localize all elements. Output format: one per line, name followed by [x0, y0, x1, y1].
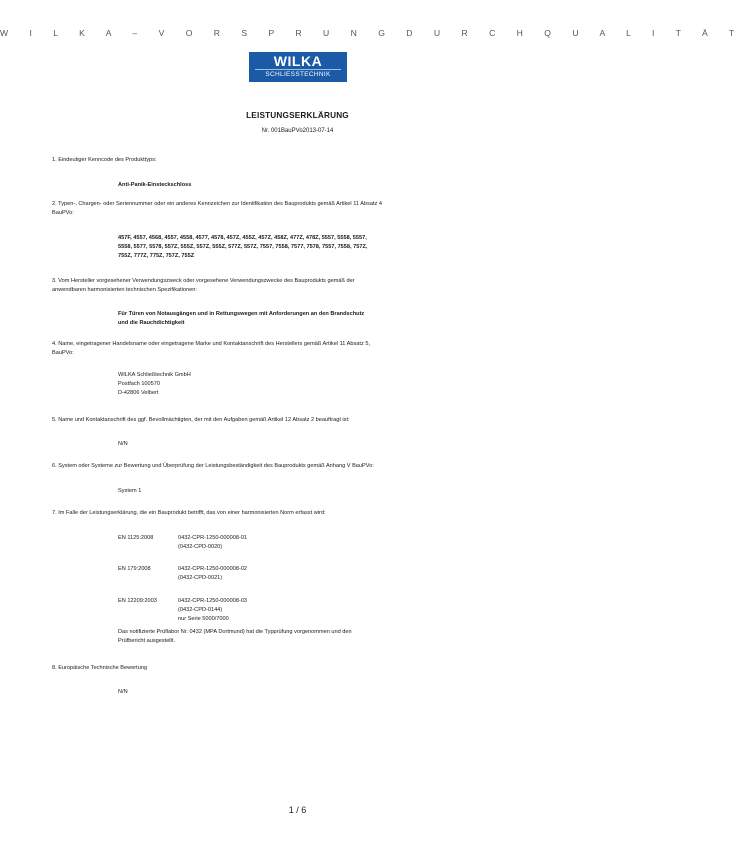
standard-code: EN 179:2008 [118, 566, 151, 572]
manufacturer-name: WILKA Schließtechnik GmbH [118, 372, 191, 378]
section-1-title: 1. Eindeutiger Kenncode des Produkttyps: [52, 157, 157, 163]
test-lab-note-line2: Prüfbericht ausgestellt. [118, 638, 175, 644]
section-7-title: 7. Im Falle der Leistungserklärung, die ein Bauprodukt betrifft, das von einer harmonisierten Norm erfasst wird: [52, 510, 326, 516]
wilka-logo [249, 52, 347, 82]
section-6-body: System 1 [118, 488, 142, 494]
document-title: LEISTUNGSERKLÄRUNG [246, 111, 349, 120]
certificate-old-number: (0432-CPD-0020) [178, 544, 223, 550]
certificate-scope-note: nur Serie 5000/7000 [178, 616, 229, 622]
certificate-old-number: (0432-CPD-0021) [178, 575, 223, 581]
section-3-body-line1: Für Türen von Notausgängen und in Rettungswegen mit Anforderungen an den Brandschutz [118, 311, 365, 317]
certificate-old-number: (0432-CPD-0144) [178, 607, 223, 613]
logo-subtitle: SCHLIESSTECHNIK [255, 69, 341, 79]
certificate-number: 0432-CPR-1250-000008-03 [178, 598, 248, 604]
section-8-title: 8. Europäische Technische Bewertung [52, 665, 148, 671]
section-2-title-line1: 2. Typen-, Chargen- oder Seriennummer oder ein anderes Kennzeichen zur Identifikation des Bauprodukts gemäß Artikel 11 Absatz 4 [52, 201, 383, 207]
section-6-title: 6. System oder Systeme zur Bewertung und Überprüfung der Leistungsbeständigkeit des Bauprodukts gemäß Anhang V BauPVo: [52, 463, 374, 469]
section-3-title-line1: 3. Vom Hersteller vorgesehener Verwendungszweck oder vorgesehene Verwendungszwecke des Bauprodukts gemäß der [52, 278, 355, 284]
manufacturer-address-po-box: Postfach 100570 [118, 381, 160, 387]
section-5-body: N/N [118, 441, 128, 447]
section-1-body: Anti-Panik-Einsteckschloss [118, 182, 192, 188]
section-3-body-line2: und die Rauchdichtigkeit [118, 320, 185, 326]
section-5-title: 5. Name und Kontaktanschrift des ggf. Bevollmächtigten, der mit den Aufgaben gemäß Artikel 12 Absatz 2 beauftragt ist: [52, 417, 350, 423]
section-4-title-line2: BauPVo: [52, 350, 74, 356]
company-tagline: W I L K A – V O R S P R U N G D U R C H Q U A L I T Ä T [0, 28, 744, 38]
section-2-body-line3: 755Z, 777Z, 775Z, 757Z, 755Z [118, 253, 195, 259]
section-2-body-line1: 457F, 4557, 4568, 4557, 4558, 4577, 4578, 457Z, 455Z, 457Z, 458Z, 477Z, 478Z, 5557, 5558, 5557, [118, 235, 367, 241]
certificate-number: 0432-CPR-1250-000008-02 [178, 566, 248, 572]
manufacturer-address-city: D-42806 Velbert [118, 390, 159, 396]
section-2-body-line2: 5558, 5577, 5578, 557Z, 555Z, 557Z, 555Z, 577Z, 557Z, 7557, 7558, 7577, 7578, 7557, 7558, 757Z, [118, 244, 368, 250]
page-number: 1 / 6 [288, 805, 307, 815]
section-8-body: N/N [118, 689, 128, 695]
test-lab-note-line1: Das notifizierte Prüflabor Nr. 0432 (MPA Dortmund) hat die Typprüfung vorgenommen und den [118, 629, 352, 635]
section-2-title-line2: BauPVo: [52, 210, 74, 216]
logo-wordmark: WILKA [273, 53, 323, 69]
standard-code: EN 12209:2003 [118, 598, 157, 604]
document-number: Nr. 001BauPVo2013-07-14 [261, 128, 334, 134]
certificate-number: 0432-CPR-1250-000008-01 [178, 535, 248, 541]
section-4-title-line1: 4. Name, eingetragener Handelsname oder eingetragene Marke und Kontaktanschrift des Herstellers gemäß Artikel 11 Absatz 5, [52, 341, 370, 347]
standard-code: EN 1125:2008 [118, 535, 154, 541]
section-3-title-line2: anwendbaren harmonisierten technischen Spezifikationen: [52, 287, 197, 293]
